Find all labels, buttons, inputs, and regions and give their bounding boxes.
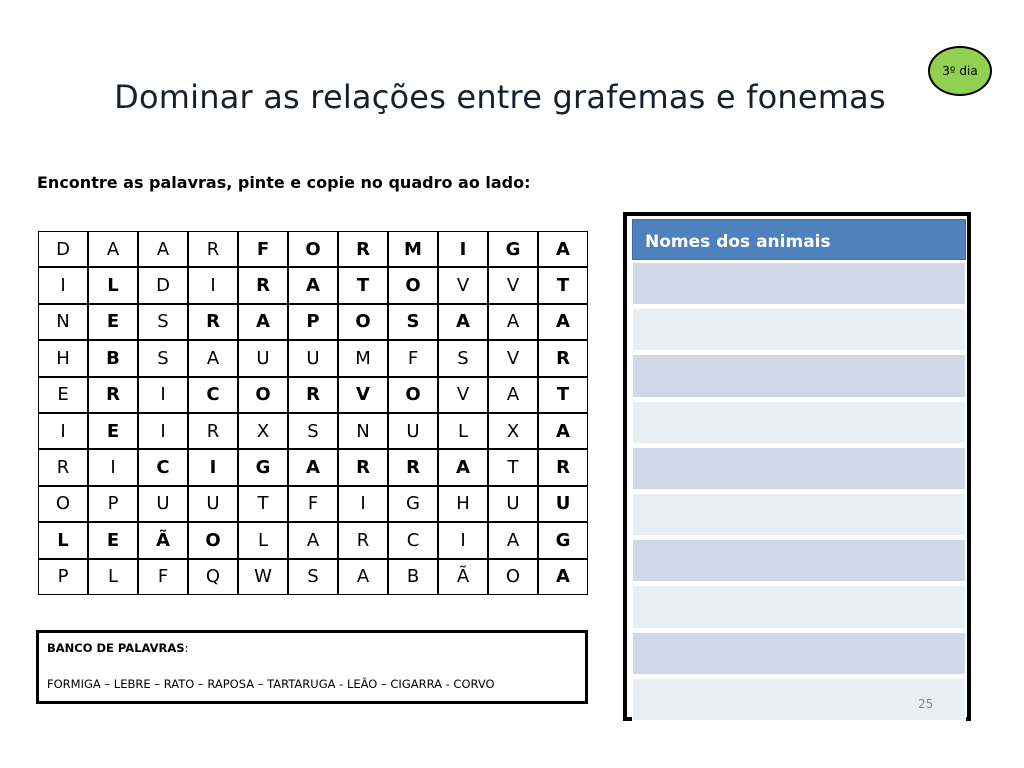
grid-cell[interactable]: G <box>538 522 588 558</box>
word-bank-title: BANCO DE PALAVRAS: <box>47 641 189 655</box>
grid-cell[interactable]: I <box>438 231 488 267</box>
answer-row[interactable] <box>632 354 966 397</box>
grid-cell[interactable]: U <box>238 340 288 376</box>
grid-cell[interactable]: A <box>288 449 338 485</box>
grid-cell[interactable]: C <box>388 522 438 558</box>
grid-cell[interactable]: R <box>288 377 338 413</box>
grid-cell[interactable]: R <box>188 413 238 449</box>
grid-cell[interactable]: F <box>388 340 438 376</box>
page-title: Dominar as relações entre grafemas e fonemas <box>114 78 886 116</box>
grid-cell[interactable]: A <box>138 231 188 267</box>
grid-cell[interactable]: S <box>138 340 188 376</box>
grid-cell[interactable]: M <box>338 340 388 376</box>
answer-row[interactable] <box>632 262 966 305</box>
grid-cell[interactable]: A <box>538 231 588 267</box>
grid-cell[interactable]: F <box>288 486 338 522</box>
grid-cell[interactable]: O <box>338 304 388 340</box>
grid-cell[interactable]: A <box>288 267 338 303</box>
grid-cell[interactable]: F <box>138 559 188 595</box>
grid-cell[interactable]: V <box>438 267 488 303</box>
grid-cell[interactable]: R <box>88 377 138 413</box>
grid-cell[interactable]: U <box>188 486 238 522</box>
answer-row[interactable] <box>632 585 966 628</box>
grid-cell[interactable]: D <box>138 267 188 303</box>
grid-cell[interactable]: R <box>538 449 588 485</box>
grid-cell[interactable]: I <box>88 449 138 485</box>
grid-cell[interactable]: L <box>88 559 138 595</box>
grid-cell[interactable]: U <box>388 413 438 449</box>
grid-cell[interactable]: F <box>238 231 288 267</box>
grid-cell[interactable]: A <box>438 304 488 340</box>
grid-cell[interactable]: O <box>388 267 438 303</box>
grid-cell[interactable]: A <box>338 559 388 595</box>
grid-cell[interactable]: O <box>488 559 538 595</box>
grid-cell[interactable]: A <box>538 304 588 340</box>
grid-cell[interactable]: I <box>138 377 188 413</box>
grid-cell[interactable]: O <box>38 486 88 522</box>
grid-cell[interactable]: I <box>138 413 188 449</box>
answer-row[interactable] <box>632 539 966 582</box>
grid-cell[interactable]: E <box>88 304 138 340</box>
grid-cell[interactable]: T <box>338 267 388 303</box>
answer-row[interactable] <box>632 401 966 444</box>
grid-cell[interactable]: A <box>438 449 488 485</box>
answer-row[interactable] <box>632 678 966 721</box>
animal-names-panel <box>623 212 971 721</box>
grid-cell[interactable]: V <box>488 340 538 376</box>
grid-cell[interactable]: A <box>538 559 588 595</box>
grid-cell[interactable]: G <box>488 231 538 267</box>
grid-cell[interactable]: S <box>388 304 438 340</box>
answer-row[interactable] <box>632 447 966 490</box>
grid-cell[interactable]: H <box>38 340 88 376</box>
answer-row[interactable] <box>632 632 966 675</box>
grid-cell[interactable]: E <box>88 413 138 449</box>
grid-cell[interactable]: R <box>238 267 288 303</box>
grid-cell[interactable]: A <box>488 304 538 340</box>
grid-cell[interactable]: L <box>238 522 288 558</box>
grid-cell[interactable]: S <box>138 304 188 340</box>
grid-cell[interactable]: O <box>238 377 288 413</box>
grid-cell[interactable]: U <box>538 486 588 522</box>
grid-cell[interactable]: Ã <box>438 559 488 595</box>
grid-cell[interactable]: C <box>138 449 188 485</box>
grid-cell[interactable]: Ã <box>138 522 188 558</box>
grid-cell[interactable]: U <box>288 340 338 376</box>
grid-cell[interactable]: I <box>38 267 88 303</box>
grid-cell[interactable]: P <box>38 559 88 595</box>
answer-row[interactable] <box>632 493 966 536</box>
grid-cell[interactable]: B <box>88 340 138 376</box>
grid-cell[interactable]: I <box>188 449 238 485</box>
grid-cell[interactable]: A <box>88 231 138 267</box>
grid-cell[interactable]: X <box>488 413 538 449</box>
page-number: 25 <box>918 697 934 711</box>
answer-row[interactable] <box>632 308 966 351</box>
grid-cell[interactable]: U <box>138 486 188 522</box>
grid-cell[interactable]: H <box>438 486 488 522</box>
grid-cell[interactable]: I <box>438 522 488 558</box>
day-badge-label: 3º dia <box>942 64 978 78</box>
grid-cell[interactable]: A <box>188 340 238 376</box>
grid-cell[interactable]: R <box>338 522 388 558</box>
grid-cell[interactable]: A <box>538 413 588 449</box>
word-bank <box>36 630 588 704</box>
grid-cell[interactable]: R <box>538 340 588 376</box>
grid-cell[interactable]: T <box>488 449 538 485</box>
grid-cell[interactable]: O <box>188 522 238 558</box>
grid-cell[interactable]: X <box>238 413 288 449</box>
grid-cell[interactable]: V <box>438 377 488 413</box>
grid-cell[interactable]: U <box>488 486 538 522</box>
grid-cell[interactable]: E <box>88 522 138 558</box>
grid-cell[interactable]: P <box>288 304 338 340</box>
instruction-text: Encontre as palavras, pinte e copie no quadro ao lado: <box>37 173 531 192</box>
grid-cell[interactable]: R <box>338 449 388 485</box>
grid-cell[interactable]: G <box>238 449 288 485</box>
grid-cell[interactable]: O <box>288 231 338 267</box>
grid-cell[interactable]: R <box>338 231 388 267</box>
word-search-grid <box>38 231 588 595</box>
grid-cell[interactable]: R <box>188 304 238 340</box>
grid-cell[interactable]: Q <box>188 559 238 595</box>
grid-cell[interactable]: T <box>538 377 588 413</box>
grid-cell[interactable]: V <box>488 267 538 303</box>
grid-cell[interactable]: R <box>38 449 88 485</box>
grid-cell[interactable]: E <box>38 377 88 413</box>
grid-cell[interactable]: N <box>38 304 88 340</box>
grid-cell[interactable]: R <box>388 449 438 485</box>
grid-cell[interactable]: S <box>288 559 338 595</box>
panel-header: Nomes dos animais <box>632 219 966 260</box>
grid-cell[interactable]: G <box>388 486 438 522</box>
day-badge <box>928 46 992 96</box>
grid-cell[interactable]: C <box>188 377 238 413</box>
grid-cell[interactable]: L <box>88 267 138 303</box>
grid-cell[interactable]: A <box>238 304 288 340</box>
word-bank-words: FORMIGA – LEBRE – RATO – RAPOSA – TARTARUGA - LEÃO – CIGARRA - CORVO <box>47 677 495 691</box>
grid-cell[interactable]: V <box>338 377 388 413</box>
grid-cell[interactable]: I <box>188 267 238 303</box>
grid-cell[interactable]: S <box>288 413 338 449</box>
grid-cell[interactable]: S <box>438 340 488 376</box>
grid-cell[interactable]: I <box>338 486 388 522</box>
grid-cell[interactable]: A <box>488 377 538 413</box>
grid-cell[interactable]: A <box>288 522 338 558</box>
grid-cell[interactable]: D <box>38 231 88 267</box>
grid-cell[interactable]: W <box>238 559 288 595</box>
grid-cell[interactable]: L <box>38 522 88 558</box>
grid-cell[interactable]: N <box>338 413 388 449</box>
grid-cell[interactable]: R <box>188 231 238 267</box>
grid-cell[interactable]: A <box>488 522 538 558</box>
grid-cell[interactable]: I <box>38 413 88 449</box>
grid-cell[interactable]: B <box>388 559 438 595</box>
grid-cell[interactable]: M <box>388 231 438 267</box>
grid-cell[interactable]: O <box>388 377 438 413</box>
grid-cell[interactable]: L <box>438 413 488 449</box>
grid-cell[interactable]: T <box>238 486 288 522</box>
grid-cell[interactable]: P <box>88 486 138 522</box>
grid-cell[interactable]: T <box>538 267 588 303</box>
